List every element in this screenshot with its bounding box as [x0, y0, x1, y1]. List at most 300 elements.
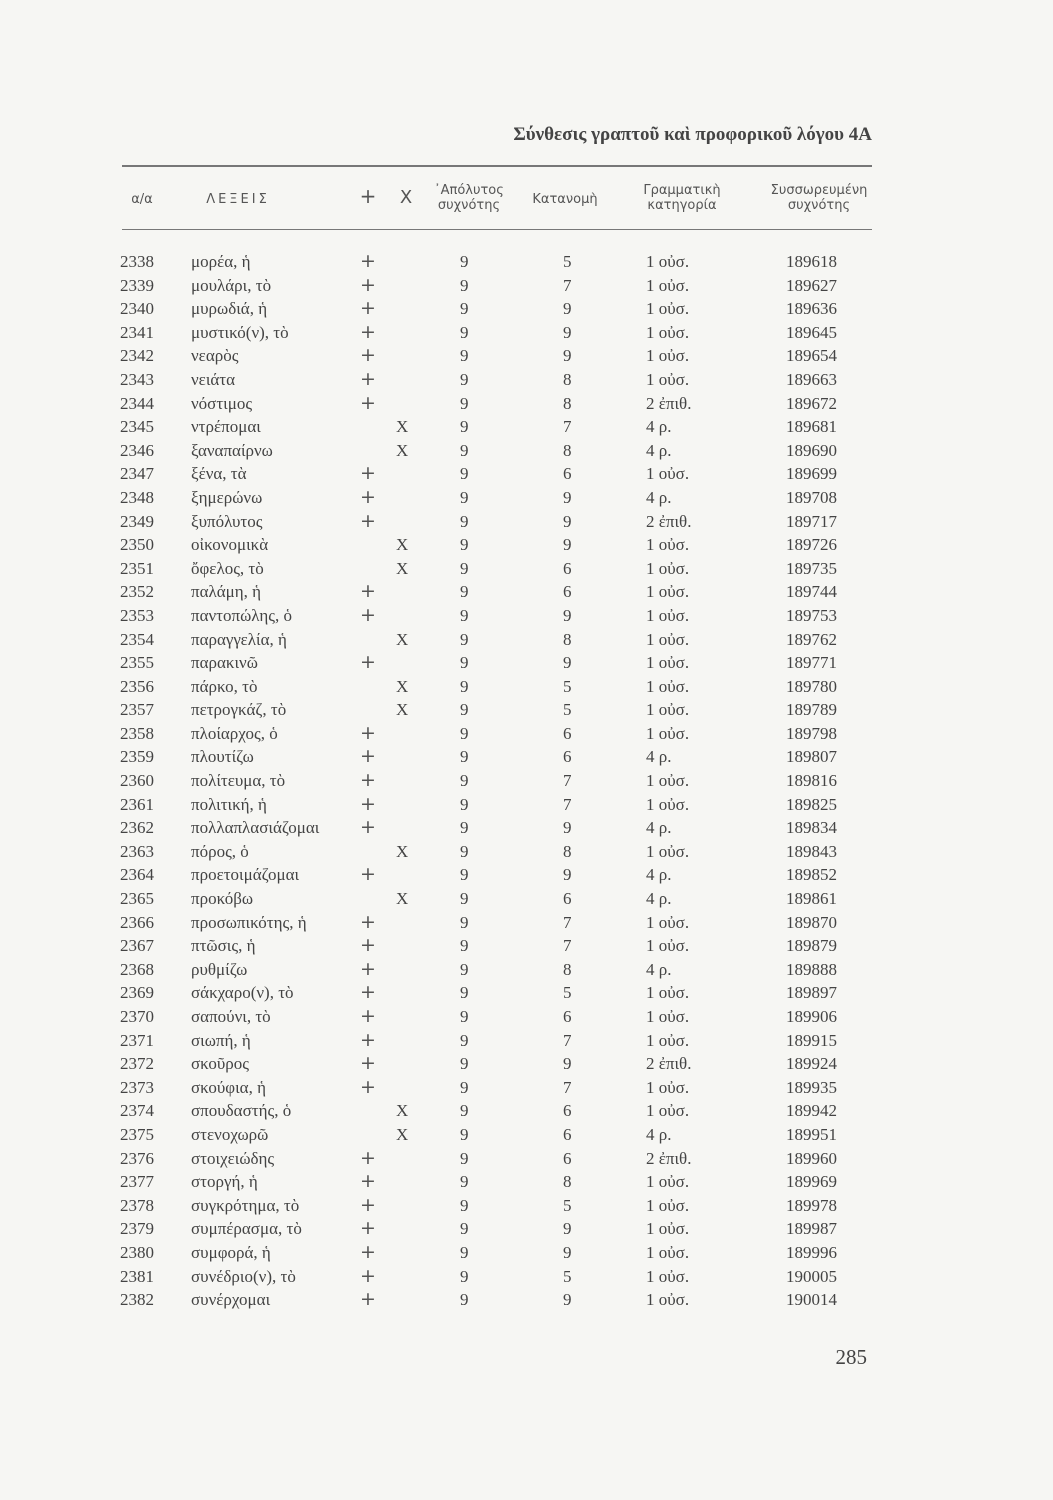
entry-cumulative-frequency: 189690 — [786, 440, 837, 460]
entry-cumulative-frequency: 189924 — [786, 1054, 837, 1074]
entry-absolute-frequency: 9 — [460, 700, 469, 720]
entry-grammatical-category: 2 ἐπιθ. — [646, 393, 692, 413]
entry-absolute-frequency: 9 — [460, 912, 469, 932]
entry-distribution: 8 — [563, 369, 572, 389]
entry-grammatical-category: 2 ἐπιθ. — [646, 511, 692, 531]
entry-number: 2363 — [120, 841, 154, 861]
entry-cumulative-frequency: 189969 — [786, 1172, 837, 1192]
entry-number: 2344 — [120, 393, 154, 413]
entry-plus-mark: + — [360, 297, 376, 320]
table-row — [0, 842, 1053, 866]
entry-distribution: 9 — [563, 511, 572, 531]
entry-distribution: 5 — [563, 676, 572, 696]
entry-absolute-frequency: 9 — [460, 794, 469, 814]
entry-absolute-frequency: 9 — [460, 605, 469, 625]
entry-absolute-frequency: 9 — [460, 511, 469, 531]
entry-plus-mark: + — [360, 769, 376, 792]
entry-grammatical-category: 1 οὐσ. — [646, 841, 690, 861]
entry-number: 2380 — [120, 1242, 154, 1262]
entry-absolute-frequency: 9 — [460, 1077, 469, 1097]
entry-word: σκοῦρος — [191, 1054, 249, 1074]
entry-absolute-frequency: 9 — [460, 1290, 469, 1310]
entry-distribution: 7 — [563, 417, 572, 437]
entry-absolute-frequency: 9 — [460, 959, 469, 979]
entry-number: 2343 — [120, 369, 154, 389]
entry-grammatical-category: 1 οὐσ. — [646, 369, 690, 389]
entry-x-mark: Χ — [396, 417, 409, 437]
entry-absolute-frequency: 9 — [460, 889, 469, 909]
entry-cumulative-frequency: 189915 — [786, 1030, 837, 1050]
entry-number: 2374 — [120, 1101, 154, 1121]
entry-number: 2361 — [120, 794, 154, 814]
table-row — [0, 630, 1053, 654]
entry-absolute-frequency: 9 — [460, 299, 469, 319]
entry-grammatical-category: 4 ρ. — [646, 747, 672, 767]
entry-distribution: 9 — [563, 487, 572, 507]
entry-distribution: 8 — [563, 959, 572, 979]
entry-grammatical-category: 4 ρ. — [646, 959, 672, 979]
table-row — [0, 910, 1053, 937]
entry-cumulative-frequency: 189645 — [786, 322, 837, 342]
table-row — [0, 1007, 1053, 1031]
entry-absolute-frequency: 9 — [460, 1007, 469, 1026]
entry-distribution: 8 — [563, 440, 572, 460]
entry-grammatical-category: 1 οὐσ. — [646, 629, 690, 649]
entry-grammatical-category: 4 ρ. — [646, 487, 672, 507]
entry-plus-mark: + — [360, 580, 376, 603]
entry-cumulative-frequency: 189897 — [786, 983, 837, 1003]
entry-word: παραγγελία, ἡ — [191, 629, 287, 649]
entry-plus-mark: + — [360, 320, 376, 343]
entry-grammatical-category: 1 οὐσ. — [646, 700, 690, 720]
entry-absolute-frequency: 9 — [460, 582, 469, 602]
entry-absolute-frequency: 9 — [460, 676, 469, 696]
entry-cumulative-frequency: 189744 — [786, 582, 837, 602]
entry-word: νεαρὸς — [191, 346, 239, 366]
entry-x-mark: Χ — [396, 535, 409, 555]
entry-absolute-frequency: 9 — [460, 1219, 469, 1239]
entry-grammatical-category: 1 οὐσ. — [646, 983, 690, 1003]
table-row — [0, 1054, 1053, 1078]
entry-number: 2371 — [120, 1030, 154, 1050]
entry-word: νειάτα — [191, 369, 236, 389]
entry-distribution: 7 — [563, 936, 572, 956]
entry-word: προσωπικότης, ἡ — [191, 912, 307, 932]
entry-distribution: 5 — [563, 1195, 572, 1215]
entry-word: πάρκο, τὸ — [191, 676, 258, 696]
entry-plus-mark: + — [360, 1193, 376, 1216]
table-row — [0, 299, 1053, 323]
entry-x-mark: Χ — [396, 889, 409, 909]
table-row — [0, 1172, 1053, 1196]
table-row — [0, 1240, 1053, 1267]
entry-cumulative-frequency: 189717 — [786, 511, 837, 531]
entry-distribution: 9 — [563, 535, 572, 555]
entry-number: 2356 — [120, 676, 154, 696]
table-row — [0, 1219, 1053, 1243]
entry-cumulative-frequency: 189879 — [786, 936, 837, 956]
entry-distribution: 5 — [563, 700, 572, 720]
entry-absolute-frequency: 9 — [460, 936, 469, 956]
entry-number: 2359 — [120, 747, 154, 767]
entry-cumulative-frequency: 189762 — [786, 629, 837, 649]
header-absolute-line1: ᾿Απόλυτος — [434, 183, 504, 198]
entry-absolute-frequency: 9 — [460, 275, 469, 295]
entry-cumulative-frequency: 189816 — [786, 771, 837, 791]
table-row — [0, 535, 1053, 559]
entry-grammatical-category: 1 οὐσ. — [646, 322, 690, 342]
entry-number: 2347 — [120, 464, 154, 484]
entry-cumulative-frequency: 189960 — [786, 1148, 837, 1168]
entry-cumulative-frequency: 189834 — [786, 818, 837, 838]
entry-plus-mark: + — [360, 1052, 376, 1075]
header-grammar — [630, 183, 734, 213]
entry-plus-mark: + — [360, 957, 376, 980]
entry-cumulative-frequency: 189861 — [786, 889, 837, 909]
entry-number: 2339 — [120, 275, 154, 295]
entry-distribution: 7 — [563, 275, 572, 295]
header-cumulative-line1: Συσσωρευμένη — [770, 183, 868, 198]
entry-absolute-frequency: 9 — [460, 1242, 469, 1262]
entry-word: ξένα, τὰ — [191, 464, 247, 484]
entry-distribution: 9 — [563, 1242, 572, 1262]
entry-absolute-frequency: 9 — [460, 1148, 469, 1168]
entry-distribution: 5 — [563, 983, 572, 1003]
entry-number: 2367 — [120, 936, 154, 956]
entry-grammatical-category: 1 οὐσ. — [646, 605, 690, 625]
entry-number: 2358 — [120, 723, 154, 743]
entry-distribution: 9 — [563, 605, 572, 625]
table-row — [0, 936, 1053, 960]
table-row — [0, 957, 1053, 984]
entry-cumulative-frequency: 189843 — [786, 841, 837, 861]
entry-cumulative-frequency: 189798 — [786, 723, 837, 743]
entry-distribution: 8 — [563, 629, 572, 649]
entry-distribution: 8 — [563, 393, 572, 413]
entry-grammatical-category: 1 οὐσ. — [646, 1195, 690, 1215]
table-row — [0, 559, 1053, 583]
table-row — [0, 721, 1053, 748]
header-cumulative — [764, 183, 874, 213]
entry-distribution: 6 — [563, 723, 572, 743]
running-head: Σύνθεσις γραπτοῦ καὶ προφορικοῦ λόγου 4Α — [513, 124, 872, 145]
entry-x-mark: Χ — [396, 1101, 409, 1121]
entry-number: 2342 — [120, 346, 154, 366]
entry-plus-mark: + — [360, 250, 376, 272]
entry-word: πολλαπλασιάζομαι — [191, 818, 320, 838]
table-row — [0, 653, 1053, 677]
entry-grammatical-category: 1 οὐσ. — [646, 1219, 690, 1239]
entry-plus-mark: + — [360, 1028, 376, 1051]
table-row — [0, 818, 1053, 842]
entry-cumulative-frequency: 189753 — [786, 605, 837, 625]
entry-grammatical-category: 1 οὐσ. — [646, 1007, 690, 1026]
entry-cumulative-frequency: 189951 — [786, 1124, 837, 1144]
entry-grammatical-category: 1 οὐσ. — [646, 346, 690, 366]
entry-grammatical-category: 1 οὐσ. — [646, 723, 690, 743]
entry-word: ξαναπαίρνω — [191, 440, 273, 460]
entry-distribution: 6 — [563, 1148, 572, 1168]
table-row — [0, 582, 1053, 606]
entry-word: συμφορά, ἡ — [191, 1242, 271, 1262]
entry-cumulative-frequency: 189852 — [786, 865, 837, 885]
entry-cumulative-frequency: 189942 — [786, 1101, 837, 1121]
entry-word: μορέα, ἡ — [191, 252, 251, 271]
entry-number: 2340 — [120, 299, 154, 319]
entry-grammatical-category: 4 ρ. — [646, 818, 672, 838]
entry-distribution: 9 — [563, 1290, 572, 1310]
entry-number: 2375 — [120, 1124, 154, 1144]
entry-plus-mark: + — [360, 934, 376, 957]
entry-plus-mark: + — [360, 509, 376, 532]
entry-absolute-frequency: 9 — [460, 983, 469, 1003]
entry-word: στενοχωρῶ — [191, 1124, 269, 1144]
entry-grammatical-category: 1 οὐσ. — [646, 299, 690, 319]
entry-absolute-frequency: 9 — [460, 558, 469, 578]
table-row — [0, 417, 1053, 441]
entry-plus-mark: + — [360, 367, 376, 390]
entry-grammatical-category: 4 ρ. — [646, 889, 672, 909]
entry-number: 2368 — [120, 959, 154, 979]
entry-distribution: 7 — [563, 794, 572, 814]
entry-absolute-frequency: 9 — [460, 841, 469, 861]
entry-word: μυρωδιά, ἡ — [191, 299, 268, 319]
entry-absolute-frequency: 9 — [460, 1172, 469, 1192]
entry-word: ρυθμίζω — [191, 959, 248, 979]
entry-number: 2360 — [120, 771, 154, 791]
table-row — [0, 889, 1053, 913]
entry-cumulative-frequency: 189735 — [786, 558, 837, 578]
table-row — [0, 603, 1053, 630]
entry-word: πτῶσις, ἡ — [191, 936, 256, 956]
entry-plus-mark: + — [360, 1146, 376, 1169]
entry-plus-mark: + — [360, 344, 376, 367]
entry-cumulative-frequency: 189888 — [786, 959, 837, 979]
entry-absolute-frequency: 9 — [460, 487, 469, 507]
table-row — [0, 1101, 1053, 1125]
entry-distribution: 6 — [563, 1124, 572, 1144]
entry-cumulative-frequency: 189618 — [786, 252, 837, 271]
header-plus: + — [359, 184, 377, 208]
entry-plus-mark: + — [360, 792, 376, 815]
entry-word: προκόβω — [191, 889, 254, 909]
entry-cumulative-frequency: 189681 — [786, 417, 837, 437]
entry-number: 2348 — [120, 487, 154, 507]
entry-number: 2377 — [120, 1172, 154, 1192]
entry-number: 2362 — [120, 818, 154, 838]
table-row — [0, 1125, 1053, 1149]
entry-word: στοιχειώδης — [191, 1148, 275, 1168]
entry-number: 2366 — [120, 912, 154, 932]
table-row — [0, 792, 1053, 819]
entry-number: 2372 — [120, 1054, 154, 1074]
table-row — [0, 346, 1053, 370]
entry-distribution: 8 — [563, 841, 572, 861]
table-row — [0, 677, 1053, 701]
entry-distribution: 8 — [563, 1172, 572, 1192]
entry-absolute-frequency: 9 — [460, 1124, 469, 1144]
table-row — [0, 747, 1053, 771]
table-row — [0, 320, 1053, 347]
entry-word: μουλάρι, τὸ — [191, 275, 272, 295]
table-row — [0, 983, 1053, 1007]
entry-absolute-frequency: 9 — [460, 653, 469, 673]
entry-x-mark: Χ — [396, 700, 409, 720]
entry-distribution: 9 — [563, 322, 572, 342]
entry-cumulative-frequency: 189807 — [786, 747, 837, 767]
entry-number: 2381 — [120, 1266, 154, 1286]
entry-plus-mark: + — [360, 816, 376, 839]
entry-cumulative-frequency: 189726 — [786, 535, 837, 555]
entry-distribution: 6 — [563, 558, 572, 578]
entry-distribution: 6 — [563, 1101, 572, 1121]
header-absolute-line2: συχνότης — [437, 198, 501, 213]
entry-grammatical-category: 2 ἐπιθ. — [646, 1054, 692, 1074]
entry-plus-mark: + — [360, 863, 376, 886]
entry-absolute-frequency: 9 — [460, 346, 469, 366]
header-grammar-line1: Γραμματικὴ — [643, 183, 721, 198]
table-row — [0, 464, 1053, 488]
entry-plus-mark: + — [360, 745, 376, 768]
entry-word: συνέρχομαι — [191, 1290, 271, 1310]
entry-word: πολίτευμα, τὸ — [191, 771, 286, 791]
entry-number: 2353 — [120, 605, 154, 625]
entry-number: 2379 — [120, 1219, 154, 1239]
entry-grammatical-category: 1 οὐσ. — [646, 464, 690, 484]
entry-word: πετρογκάζ, τὸ — [191, 700, 287, 720]
entry-grammatical-category: 1 οὐσ. — [646, 1172, 690, 1192]
entry-word: σάκχαρο(ν), τὸ — [191, 983, 294, 1003]
entry-word: μυστικό(ν), τὸ — [191, 322, 289, 342]
entry-word: παλάμη, ἡ — [191, 582, 262, 602]
entry-number: 2345 — [120, 417, 154, 437]
table-row — [0, 509, 1053, 536]
entry-distribution: 9 — [563, 1054, 572, 1074]
entry-cumulative-frequency: 189627 — [786, 275, 837, 295]
entry-number: 2351 — [120, 558, 154, 578]
table-row — [0, 441, 1053, 465]
entry-grammatical-category: 1 οὐσ. — [646, 582, 690, 602]
entry-number: 2365 — [120, 889, 154, 909]
entry-absolute-frequency: 9 — [460, 629, 469, 649]
entry-absolute-frequency: 9 — [460, 322, 469, 342]
entry-number: 2373 — [120, 1077, 154, 1097]
entry-grammatical-category: 1 οὐσ. — [646, 1101, 690, 1121]
entry-absolute-frequency: 9 — [460, 393, 469, 413]
entry-number: 2352 — [120, 582, 154, 602]
entry-number: 2382 — [120, 1290, 154, 1310]
entry-word: συνέδριο(ν), τὸ — [191, 1266, 296, 1286]
table-row — [0, 485, 1053, 512]
entry-word: παντοπώλης, ὁ — [191, 605, 292, 625]
table-row — [0, 1290, 1053, 1314]
page-number: 285 — [835, 1345, 867, 1369]
header-x: Χ — [399, 187, 413, 208]
entry-absolute-frequency: 9 — [460, 723, 469, 743]
entry-plus-mark: + — [360, 651, 376, 674]
entry-distribution: 6 — [563, 747, 572, 767]
entry-grammatical-category: 1 οὐσ. — [646, 1077, 690, 1097]
entry-number: 2357 — [120, 700, 154, 720]
entry-number: 2341 — [120, 322, 154, 342]
entry-cumulative-frequency: 189935 — [786, 1077, 837, 1097]
entry-distribution: 6 — [563, 889, 572, 909]
header-absolute — [426, 183, 512, 213]
entry-grammatical-category: 2 ἐπιθ. — [646, 1148, 692, 1168]
header-distribution: Κατανομὴ — [532, 192, 598, 207]
entry-number: 2338 — [120, 252, 154, 271]
table-row — [0, 367, 1053, 394]
entry-word: πολιτική, ἡ — [191, 794, 267, 814]
entry-absolute-frequency: 9 — [460, 1030, 469, 1050]
entry-grammatical-category: 1 οὐσ. — [646, 535, 690, 555]
entry-x-mark: Χ — [396, 1124, 409, 1144]
entry-distribution: 7 — [563, 912, 572, 932]
entry-grammatical-category: 1 οὐσ. — [646, 1290, 690, 1310]
entry-number: 2346 — [120, 440, 154, 460]
entry-word: σιωπή, ἡ — [191, 1030, 251, 1050]
entry-cumulative-frequency: 189906 — [786, 1007, 837, 1026]
header-cumulative-line2: συχνότης — [787, 198, 851, 213]
entry-absolute-frequency: 9 — [460, 252, 469, 271]
entry-word: συγκρότημα, τὸ — [191, 1195, 300, 1215]
table-row — [0, 771, 1053, 795]
entry-grammatical-category: 1 οὐσ. — [646, 1242, 690, 1262]
entry-number: 2355 — [120, 653, 154, 673]
entry-grammatical-category: 1 οὐσ. — [646, 676, 690, 696]
entry-plus-mark: + — [360, 1170, 376, 1193]
entry-grammatical-category: 1 οὐσ. — [646, 936, 690, 956]
table-row — [0, 252, 1053, 276]
entry-absolute-frequency: 9 — [460, 1101, 469, 1121]
entry-plus-mark: + — [360, 721, 376, 744]
entry-cumulative-frequency: 189996 — [786, 1242, 837, 1262]
entry-cumulative-frequency: 189825 — [786, 794, 837, 814]
entry-grammatical-category: 1 οὐσ. — [646, 912, 690, 932]
entry-cumulative-frequency: 189780 — [786, 676, 837, 696]
entry-word: ὄφελος, τὸ — [191, 558, 264, 578]
table-row — [0, 391, 1053, 418]
frequency-table-body — [0, 252, 1053, 1314]
entry-grammatical-category: 1 οὐσ. — [646, 653, 690, 673]
entry-number: 2364 — [120, 865, 154, 885]
entry-cumulative-frequency: 189654 — [786, 346, 837, 366]
entry-word: ντρέπομαι — [191, 417, 261, 437]
entry-plus-mark: + — [360, 391, 376, 414]
entry-grammatical-category: 4 ρ. — [646, 865, 672, 885]
entry-distribution: 7 — [563, 771, 572, 791]
entry-distribution: 9 — [563, 1219, 572, 1239]
header-index: α/α — [131, 192, 153, 207]
entry-x-mark: Χ — [396, 676, 409, 696]
entry-number: 2370 — [120, 1007, 154, 1026]
entry-absolute-frequency: 9 — [460, 771, 469, 791]
entry-distribution: 9 — [563, 865, 572, 885]
entry-plus-mark: + — [360, 1217, 376, 1240]
entry-plus-mark: + — [360, 981, 376, 1004]
entry-distribution: 5 — [563, 1266, 572, 1286]
entry-distribution: 7 — [563, 1077, 572, 1097]
entry-grammatical-category: 1 οὐσ. — [646, 252, 690, 271]
entry-number: 2350 — [120, 535, 154, 555]
table-row — [0, 1264, 1053, 1291]
entry-plus-mark: + — [360, 1288, 376, 1311]
entry-word: στοργή, ἡ — [191, 1172, 258, 1192]
entry-cumulative-frequency: 190005 — [786, 1266, 837, 1286]
entry-absolute-frequency: 9 — [460, 747, 469, 767]
entry-distribution: 6 — [563, 1007, 572, 1026]
entry-number: 2376 — [120, 1148, 154, 1168]
